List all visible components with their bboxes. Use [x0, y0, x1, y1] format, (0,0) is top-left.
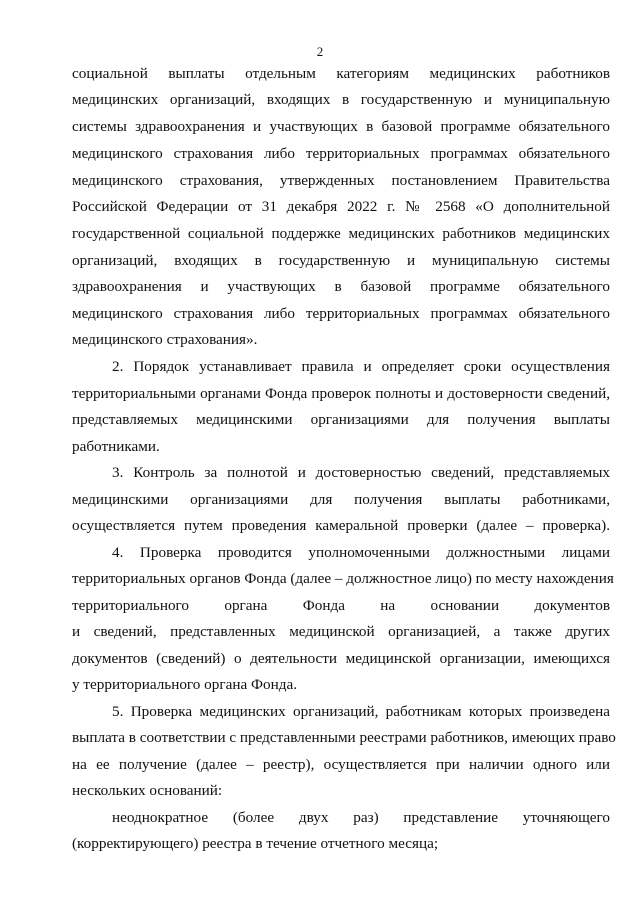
text-line: работниками. [72, 438, 160, 455]
text-line: осуществляется путем проведения камеральной проверки (далее – проверка). [72, 517, 610, 534]
text-line: Российской Федерации от 31 декабря 2022 г. № 2568 «О дополнительной [72, 198, 610, 215]
text-line: государственной социальной поддержке медицинских работников медицинских [72, 225, 610, 242]
text-line: социальной выплаты отдельным категориям медицинских работников [72, 65, 610, 82]
text-line: территориального органа Фонда на основании документов [72, 597, 610, 614]
list-item-line: неоднократное (более двух раз) представление уточняющего [112, 809, 610, 826]
text-line: на ее получение (далее – реестр), осуществляется при наличии одного или [72, 756, 610, 773]
text-line: выплата в соответствии с представленными реестрами работников, имеющих право [72, 729, 616, 746]
text-line: (корректирующего) реестра в течение отчетного месяца; [72, 835, 439, 852]
text-line: документов (сведений) о деятельности медицинской организации, имеющихся [72, 650, 610, 667]
text-line: территориальными органами Фонда проверок полноты и достоверности сведений, [72, 385, 610, 402]
text-line: территориальных органов Фонда (далее – должностное лицо) по месту нахождения [72, 570, 614, 587]
text-line: и сведений, представленных медицинской организацией, а также других [72, 623, 610, 640]
text-line: медицинскими организациями для получения выплаты работниками, [72, 491, 610, 508]
text-line: организаций, входящих в государственную и муниципальную системы [72, 252, 610, 269]
paragraph-3-line: 3. Контроль за полнотой и достоверностью сведений, представляемых [112, 464, 610, 481]
text-line: здравоохранения и участвующих в базовой программе обязательного [72, 278, 610, 295]
text-line: системы здравоохранения и участвующих в базовой программе обязательного [72, 118, 610, 135]
text-line: медицинских организаций, входящих в государственную и муниципальную [72, 91, 610, 108]
paragraph-2-line: 2. Порядок устанавливает правила и определяет сроки осуществления [112, 358, 610, 375]
text-line: медицинского страхования либо территориальных программах обязательного [72, 145, 610, 162]
paragraph-5-line: 5. Проверка медицинских организаций, работникам которых произведена [112, 703, 610, 720]
text-line: медицинского страхования, утвержденных постановлением Правительства [72, 172, 610, 189]
text-line: нескольких оснований: [72, 782, 223, 799]
page-number: 2 [316, 44, 324, 59]
text-line: медицинского страхования». [72, 331, 258, 348]
text-line: медицинского страхования либо территориальных программах обязательного [72, 305, 610, 322]
text-line: представляемых медицинскими организациями для получения выплаты [72, 411, 610, 428]
paragraph-4-line: 4. Проверка проводится уполномоченными должностными лицами [112, 544, 610, 561]
text-line: у территориального органа Фонда. [72, 676, 297, 693]
